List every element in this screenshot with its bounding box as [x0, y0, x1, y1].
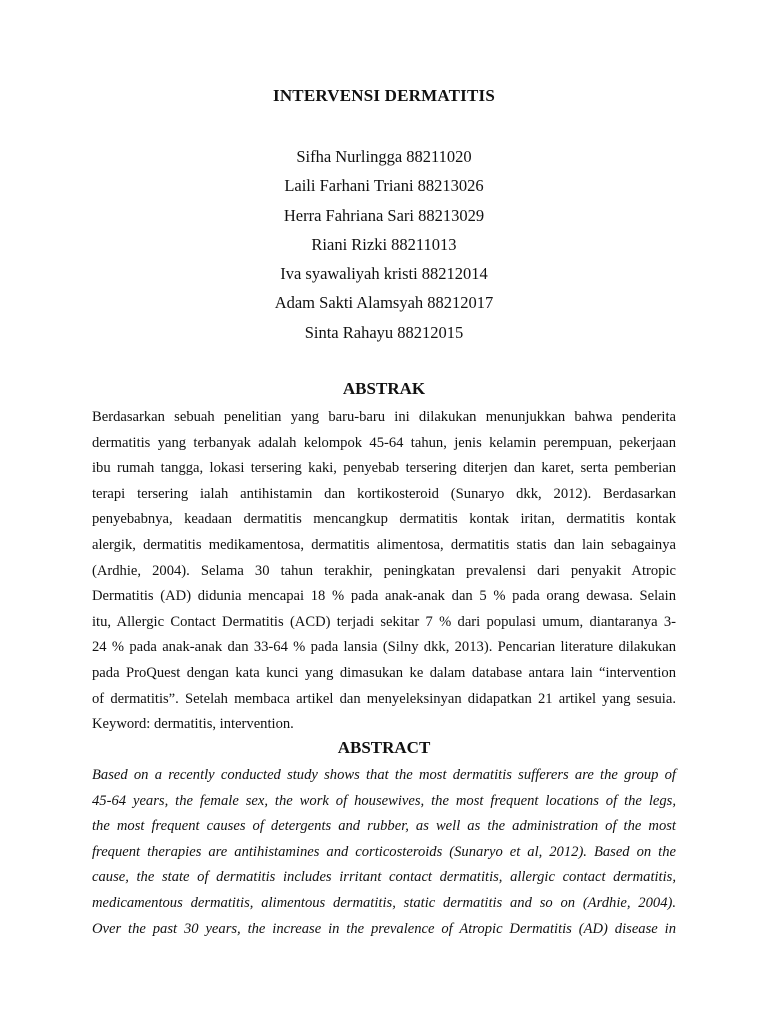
author-line: Sinta Rahayu 88212015	[304, 322, 464, 342]
author-list	[0, 145, 768, 350]
paragraph-line: dermatitis yang terbanyak adalah kelompok 45-64 tahun, jenis kelamin perempuan, pekerjaan	[92, 434, 676, 451]
paragraph-line: 45-64 years, the female sex, the work of housewives, the most frequent locations of the legs,	[92, 792, 676, 809]
paragraph-line: frequent therapies are antihistamines and corticosteroids (Sunaryo et al, 2012). Based on the	[92, 843, 676, 860]
paragraph-line: penyebabnya, keadaan dermatitis mencangkup dermatitis kontak iritan, dermatitis kontak	[92, 511, 676, 528]
abstract-heading: ABSTRACT	[337, 738, 431, 757]
paragraph-line: of dermatitis”. Setelah membaca artikel dan menyeleksinyan didapatkan 21 artikel yang sesuia.	[92, 690, 676, 707]
author-line: Sifha Nurlingga 88211020	[296, 147, 472, 166]
paragraph-line: Dermatitis (AD) didunia mencapai 18 % pada anak-anak dan 5 % pada orang dewasa. Selain	[92, 588, 676, 605]
paragraph-line: cause, the state of dermatitis includes irritant contact dermatitis, allergic contact dermatitis,	[92, 869, 676, 886]
paragraph-line: Over the past 30 years, the increase in the prevalence of Atropic Dermatitis (AD) disease in	[92, 920, 676, 937]
abstrak-heading: ABSTRAK	[342, 379, 426, 398]
paper-title: INTERVENSI DERMATITIS	[273, 86, 495, 105]
paragraph-line: (Ardhie, 2004). Selama 30 tahun terakhir, peningkatan prevalensi dari penyakit Atropic	[92, 562, 676, 579]
author-line: Iva syawaliyah kristi 88212014	[280, 264, 488, 284]
paragraph-line: alergik, dermatitis medikamentosa, dermatitis alimentosa, dermatitis statis dan lain sebagainya	[92, 536, 676, 553]
paragraph-line: itu, Allergic Contact Dermatitis (ACD) terjadi sekitar 7 % dari populasi umum, diantaranya 3-	[92, 613, 676, 630]
paragraph-line: terapi tersering ialah antihistamin dan kortikosteroid (Sunaryo dkk, 2012). Berdasarkan	[92, 485, 676, 502]
paragraph-line: 24 % pada anak-anak dan 33-64 % pada lansia (Silny dkk, 2013). Pencarian literature dilakukan	[92, 639, 676, 656]
paragraph-line: Based on a recently conducted study shows that the most dermatitis sufferers are the group of	[92, 767, 676, 783]
keyword-line: Keyword: dermatitis, intervention.	[92, 716, 294, 733]
abstrak-paragraph	[92, 405, 676, 738]
author-line: Adam Sakti Alamsyah 88212017	[274, 293, 494, 313]
paragraph-line: Berdasarkan sebuah penelitian yang baru-baru ini dilakukan menunjukkan bahwa penderita	[92, 409, 676, 425]
paragraph-line: the most frequent causes of detergents and rubber, as well as the administration of the most	[92, 818, 676, 835]
paragraph-line: ibu rumah tangga, lokasi tersering kaki, penyebab tersering diterjen dan karet, serta pemberian	[92, 460, 676, 477]
abstract-paragraph	[92, 763, 676, 942]
author-line: Laili Farhani Triani 88213026	[284, 176, 484, 196]
paragraph-line: pada ProQuest dengan kata kunci yang dimasukan ke dalam database antara lain “intervention	[92, 664, 676, 681]
author-line: Herra Fahriana Sari 88213029	[283, 205, 485, 225]
author-line: Riani Rizki 88211013	[311, 234, 457, 254]
paragraph-line: medicamentous dermatitis, alimentous dermatitis, static dermatitis and so on (Ardhie, 2004).	[92, 894, 676, 911]
